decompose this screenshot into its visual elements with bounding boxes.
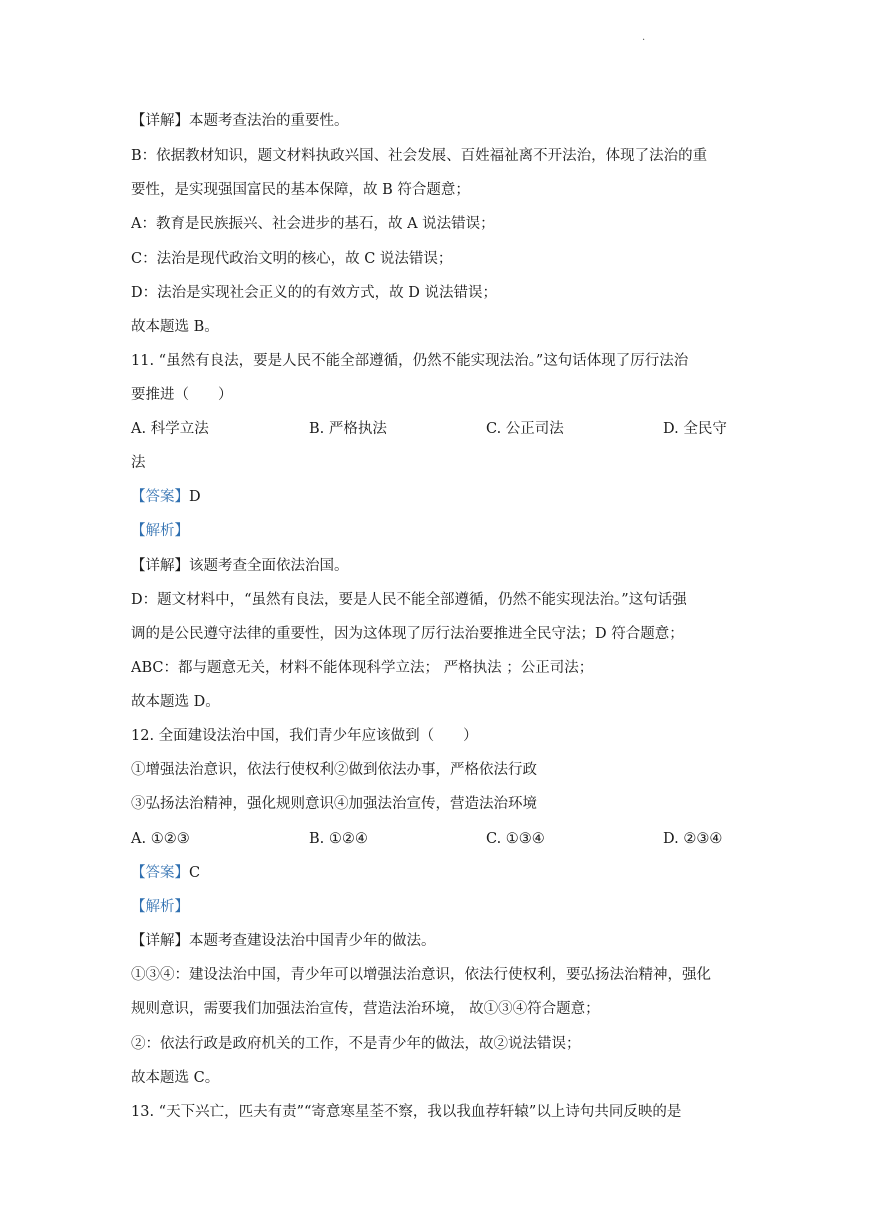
q11-detail: 【详解】该题考查全面依法治国。 bbox=[131, 558, 349, 574]
q12-answer-label: 【答案】 bbox=[131, 865, 189, 881]
q12-line-3: ②：依法行政是政府机关的工作，不是青少年的做法，故②说法错误； bbox=[131, 1036, 581, 1052]
q12-line-2: 规则意识，需要我们加强法治宣传，营造法治环境， 故①③④符合题意； bbox=[131, 1001, 600, 1017]
q11-answer bbox=[131, 487, 741, 507]
header-mark: . bbox=[642, 32, 646, 43]
q10-c-line: C：法治是现代政治文明的核心，故 C 说法错误； bbox=[131, 251, 453, 267]
q12-answer-value: C bbox=[189, 865, 201, 881]
q11-answer-label: 【答案】 bbox=[131, 489, 189, 505]
q10-detail: 【详解】本题考查法治的重要性。 bbox=[131, 113, 349, 129]
q11-option-b: B. 严格执法 bbox=[309, 421, 387, 437]
q12-option-c: C. ①③④ bbox=[486, 831, 545, 847]
q11-abc-line: ABC：都与题意无关，材料不能体现科学立法； 严格执法 ；公正司法； bbox=[131, 660, 594, 676]
q12-option-a: A. ①②③ bbox=[131, 831, 190, 847]
q10-b-line-2: 要性，是实现强国富民的基本保障，故 B 符合题意； bbox=[131, 182, 470, 198]
q10-conclusion: 故本题选 B。 bbox=[131, 319, 219, 335]
q12-items-line-1: ①增强法治意识，依法行使权利②做到依法办事，严格依法行政 bbox=[131, 762, 537, 778]
q12-option-d: D. ②③④ bbox=[663, 831, 723, 847]
q11-stem-line-2: 要推进（ ） bbox=[131, 387, 233, 403]
q12-answer bbox=[131, 863, 741, 883]
q12-detail: 【详解】本题考查建设法治中国青少年的做法。 bbox=[131, 933, 436, 949]
q11-d-line-2: 调的是公民遵守法律的重要性，因为这体现了厉行法治要推进全民守法；D 符合题意； bbox=[131, 626, 684, 642]
q12-option-b: B. ①②④ bbox=[309, 831, 368, 847]
q10-d-line: D：法治是实现社会正义的的有效方式，故 D 说法错误； bbox=[131, 285, 497, 301]
q11-d-line-1: D：题文材料中，“虽然有良法，要是人民不能全部遵循，仍然不能实现法治。”这句话强 bbox=[131, 592, 687, 608]
q11-stem-line-1: 11. “虽然有良法，要是人民不能全部遵循，仍然不能实现法治。”这句话体现了厉行法治 bbox=[131, 353, 689, 369]
q12-stem: 12. 全面建设法治中国，我们青少年应该做到（ ） bbox=[131, 728, 478, 744]
q12-analysis-label: 【解析】 bbox=[131, 899, 189, 915]
q12-line-1: ①③④：建设法治中国，青少年可以增强法治意识，依法行使权利，要弘扬法治精神，强化 bbox=[131, 967, 711, 983]
q11-conclusion: 故本题选 D。 bbox=[131, 694, 220, 710]
q10-b-line-1: B：依据教材知识，题文材料执政兴国、社会发展、百姓福祉离不开法治，体现了法治的重 bbox=[131, 148, 708, 164]
q13-stem-line-1: 13. “天下兴亡，匹夫有责”“寄意寒星荃不察，我以我血荐轩辕”以上诗句共同反映的是 bbox=[131, 1104, 682, 1120]
q11-analysis-label: 【解析】 bbox=[131, 523, 189, 539]
q11-option-a: A. 科学立法 bbox=[131, 421, 209, 437]
q12-conclusion: 故本题选 C。 bbox=[131, 1070, 220, 1086]
q11-option-d-wrap: 法 bbox=[131, 455, 146, 471]
q11-option-c: C. 公正司法 bbox=[486, 421, 564, 437]
q10-a-line: A：教育是民族振兴、社会进步的基石，故 A 说法错误； bbox=[131, 216, 495, 232]
q11-option-d: D. 全民守 bbox=[663, 421, 727, 437]
q11-answer-value: D bbox=[189, 489, 201, 505]
q12-items-line-2: ③弘扬法治精神，强化规则意识④加强法治宣传，营造法治环境 bbox=[131, 796, 537, 812]
